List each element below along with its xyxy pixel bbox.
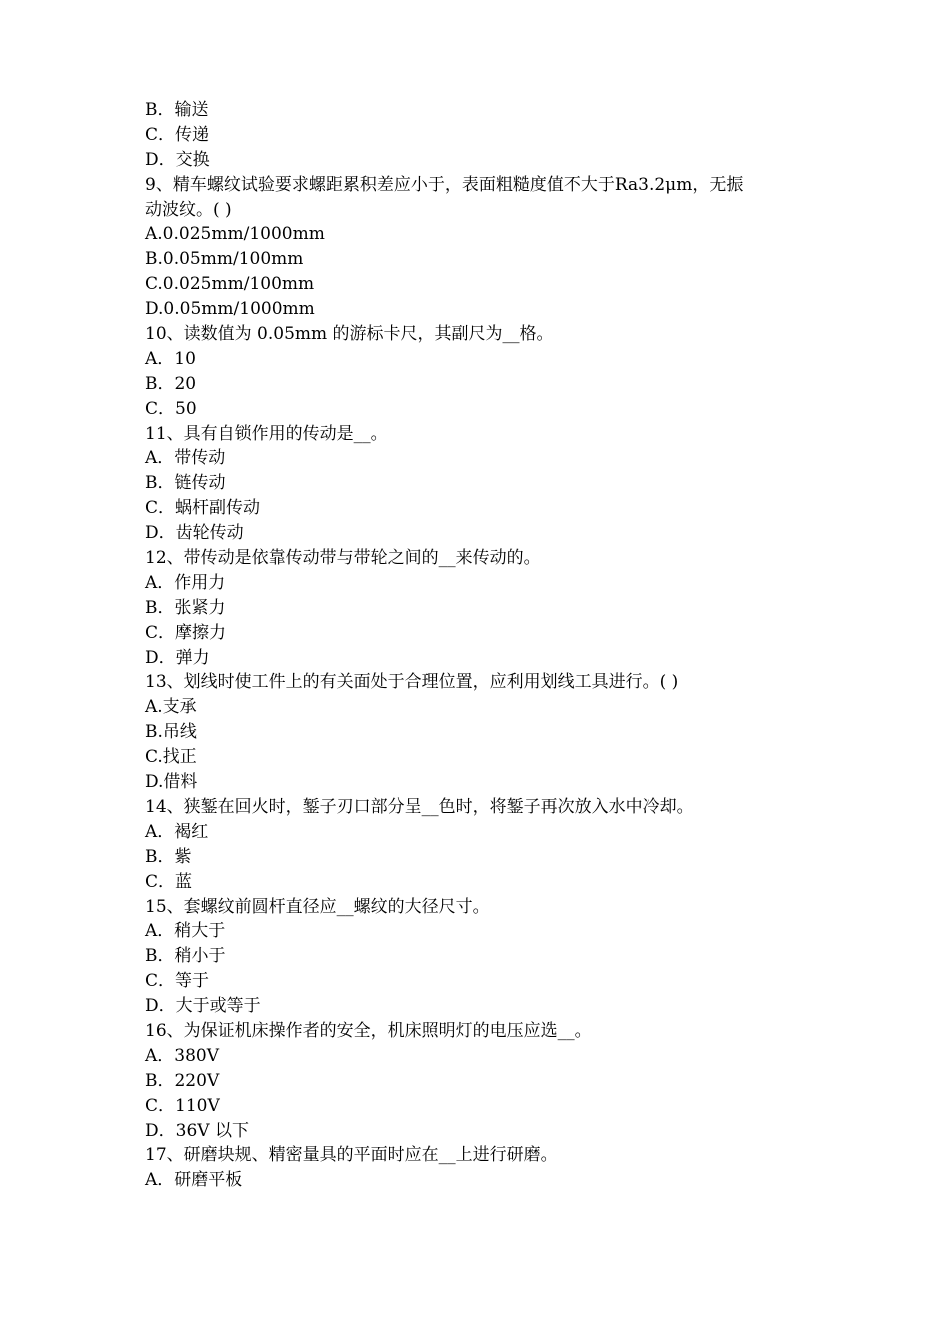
option-line: B．链传动 (145, 473, 226, 494)
question-11: 11、具有自锁作用的传动是__。 (145, 423, 388, 444)
question-12: 12、带传动是依靠传动带与带轮之间的__来传动的。 (145, 548, 541, 569)
option-line: D．弹力 (145, 647, 210, 668)
option-line: A．380V (145, 1045, 220, 1066)
question-list (145, 98, 815, 1193)
option-line: A．作用力 (145, 572, 226, 593)
option-line: B．220V (145, 1070, 220, 1091)
option-line: A．褐红 (145, 821, 209, 842)
option-line: D．交换 (145, 149, 210, 170)
option-line: C．传递 (145, 124, 210, 145)
question-13: 13、划线时使工件上的有关面处于合理位置，应利用划线工具进行。( ) (145, 672, 679, 693)
option-line: B．稍小于 (145, 946, 226, 967)
option-line: C.0.025mm/100mm (145, 274, 315, 295)
option-line: B.吊线 (145, 722, 197, 743)
question-10: 10、读数值为 0.05mm 的游标卡尺，其副尺为__格。 (145, 324, 554, 345)
option-line: D.0.05mm/1000mm (145, 299, 315, 320)
option-line: B．紫 (145, 846, 192, 867)
question-17: 17、研磨块规、精密量具的平面时应在__上进行研磨。 (145, 1145, 558, 1166)
option-line: A．研磨平板 (145, 1170, 243, 1191)
option-line: B.0.05mm/100mm (145, 249, 304, 270)
option-line: B．输送 (145, 100, 209, 120)
option-line: C．110V (145, 1095, 220, 1116)
option-line: D.借料 (145, 772, 198, 793)
option-line: C．50 (145, 398, 197, 419)
option-line: C．等于 (145, 971, 210, 992)
question-15: 15、套螺纹前圆杆直径应__螺纹的大径尺寸。 (145, 896, 490, 917)
option-line: C.找正 (145, 747, 197, 768)
option-line: D．齿轮传动 (145, 523, 244, 544)
option-line: C．蜗杆副传动 (145, 498, 261, 519)
option-line: B．20 (145, 373, 197, 394)
option-line: A．10 (145, 348, 196, 369)
option-line: C．摩擦力 (145, 622, 227, 643)
option-line: A.支承 (145, 697, 197, 718)
option-line: A．稍大于 (145, 921, 226, 942)
question-9: 9、精车螺纹试验要求螺距累积差应小于，表面粗糙度值不大于Ra3.2μm，无振 (145, 174, 744, 195)
question-16: 16、为保证机床操作者的安全，机床照明灯的电压应选__。 (145, 1020, 592, 1041)
option-line: C．蓝 (145, 871, 193, 892)
question-9-continued: 动波纹。( ) (145, 199, 232, 220)
option-line: A.0.025mm/1000mm (145, 224, 325, 245)
option-line: D．大于或等于 (145, 996, 261, 1017)
question-14: 14、狭錾在回火时，錾子刃口部分呈__色时，将錾子再次放入水中冷却。 (145, 796, 694, 817)
option-line: D．36V 以下 (145, 1120, 249, 1141)
option-line: B．张紧力 (145, 597, 226, 618)
option-line: A．带传动 (145, 448, 226, 469)
